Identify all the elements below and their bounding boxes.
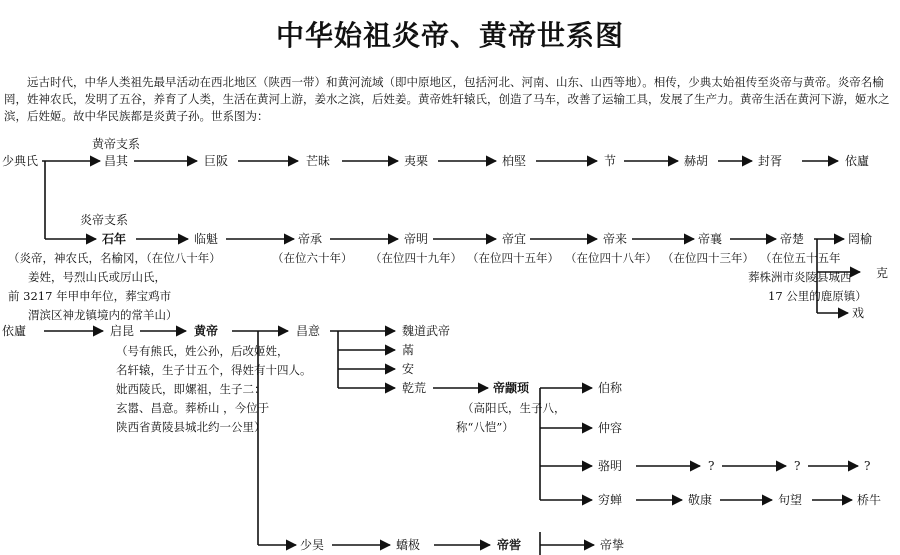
row4-name: 蟜极 [396, 538, 421, 552]
row2-son: 罔榆 [848, 232, 873, 246]
row1-name: 巨阪 [204, 154, 229, 168]
zhuanxu-note: 称“八恺”） [456, 420, 514, 434]
row2-name: 帝承 [298, 232, 323, 246]
row1-name: 赫胡 [684, 154, 709, 168]
row1-name: 依廬 [845, 154, 870, 168]
row2-name: 帝明 [404, 232, 429, 246]
row1-name: 柏堅 [502, 154, 527, 168]
huangdi-note: （号有熊氏，姓公孙，后改姬姓， [116, 344, 289, 358]
zhuanxu-son: 仲容 [598, 421, 623, 435]
row3-name: 依廬 [2, 324, 27, 338]
zhuanxu-son: 伯称 [598, 381, 623, 395]
branch-label-yandi: 炎帝支系 [80, 213, 129, 227]
huangdi-note: 玄嚣、昌意。葬桥山 ，今位于 [116, 401, 270, 415]
reign-note: （在位五十五年 [760, 251, 841, 265]
shinian-note: 姜姓，号烈山氏或厉山氏， [28, 270, 166, 284]
changyi-son: 㒼 [402, 343, 415, 357]
unknown-descendant: ? [794, 459, 801, 473]
changyi-son: 乾荒 [402, 381, 427, 395]
row1-name: 节 [604, 154, 617, 168]
reign-note: （在位四十三年） [662, 251, 754, 265]
qiongchan-descendant: 桥牛 [857, 493, 882, 507]
branch-label-huangdi: 黄帝支系 [92, 137, 141, 151]
row2-name: 石年 [102, 232, 127, 246]
diku-name: 帝喾 [497, 538, 522, 552]
unknown-descendant: ? [864, 459, 871, 473]
huangdi-note: 名轩辕，生子廿五个，得姓有十四人。 [116, 363, 312, 377]
intro-paragraph: 远古时代，中华人类祖先最早活动在西北地区（陕西一带）和黄河流域（即中原地区，包括河北、河南、山东、山西等地）。相传，少典太始祖传至炎帝与黄帝。炎帝名榆罔，姓神农氏，发明了五谷，养育了人类，生活在黄河上游，姜水之滨，后姓姜。黄帝姓轩辕氏，创造了马车，改善了运输工具，发展了生产力。黄帝生活在黄河下游，姬水之滨，后姓姬。故中华民族都是炎黄子孙。世系图为： [4, 75, 890, 123]
reign-note: （炎帝，神农氏，名榆冈，（在位八十年） [8, 251, 221, 265]
zhuanxu-note: （高阳氏，生子八， [462, 401, 566, 415]
zhuanxu-son: 骆明 [598, 459, 623, 473]
row3-name: 启昆 [110, 324, 135, 338]
huangdi-note: 陕西省黄陵县城北约一公里） [116, 420, 266, 434]
row2-name: 帝襄 [698, 232, 723, 246]
row1-name: 昌其 [104, 154, 129, 168]
unknown-descendant: ? [708, 459, 715, 473]
row4-name: 少昊 [300, 538, 325, 552]
reign-note: （在位四十五年） [467, 251, 559, 265]
changyi-son: 魏道武帝 [402, 324, 451, 338]
root-ancestor: 少典氏 [2, 154, 39, 168]
dichu-note: 葬株洲市炎陵县城西 [748, 270, 852, 284]
changyi-name: 昌意 [296, 324, 321, 338]
row1-name: 芒昧 [306, 154, 331, 168]
row2-name: 帝来 [603, 232, 628, 246]
reign-note: （在位四十八年） [565, 251, 657, 265]
row4-name: 帝挚 [600, 538, 625, 552]
row2-son: 克 [876, 266, 889, 280]
row2-name: 帝宜 [502, 232, 527, 246]
huangdi-name: 黄帝 [194, 324, 219, 338]
huangdi-note: 妣西陵氏，即嫘祖，生子二： [116, 382, 266, 396]
zhuanxu-son: 穷蝉 [598, 493, 623, 507]
row2-name: 帝楚 [780, 232, 805, 246]
shinian-note: 渭滨区神龙镇境内的常羊山） [28, 308, 178, 322]
row2-son: 戏 [852, 306, 865, 320]
page-title: 中华始祖炎帝、黄帝世系图 [275, 19, 624, 52]
reign-note: （在位六十年） [272, 251, 353, 265]
qiongchan-descendant: 句望 [778, 493, 803, 507]
qiongchan-descendant: 敬康 [688, 493, 713, 507]
reign-note: （在位四十九年） [370, 251, 462, 265]
row1-name: 夷栗 [404, 154, 429, 168]
shinian-note: 前 3217 年甲申年位，葬宝鸡市 [8, 289, 172, 303]
zhuanxu-name: 帝颛顼 [493, 381, 530, 395]
dichu-note: 17 公里的鹿原镇） [768, 289, 867, 303]
row2-name: 临魁 [194, 232, 219, 246]
row1-name: 封胥 [758, 154, 783, 168]
changyi-son: 安 [402, 362, 415, 376]
